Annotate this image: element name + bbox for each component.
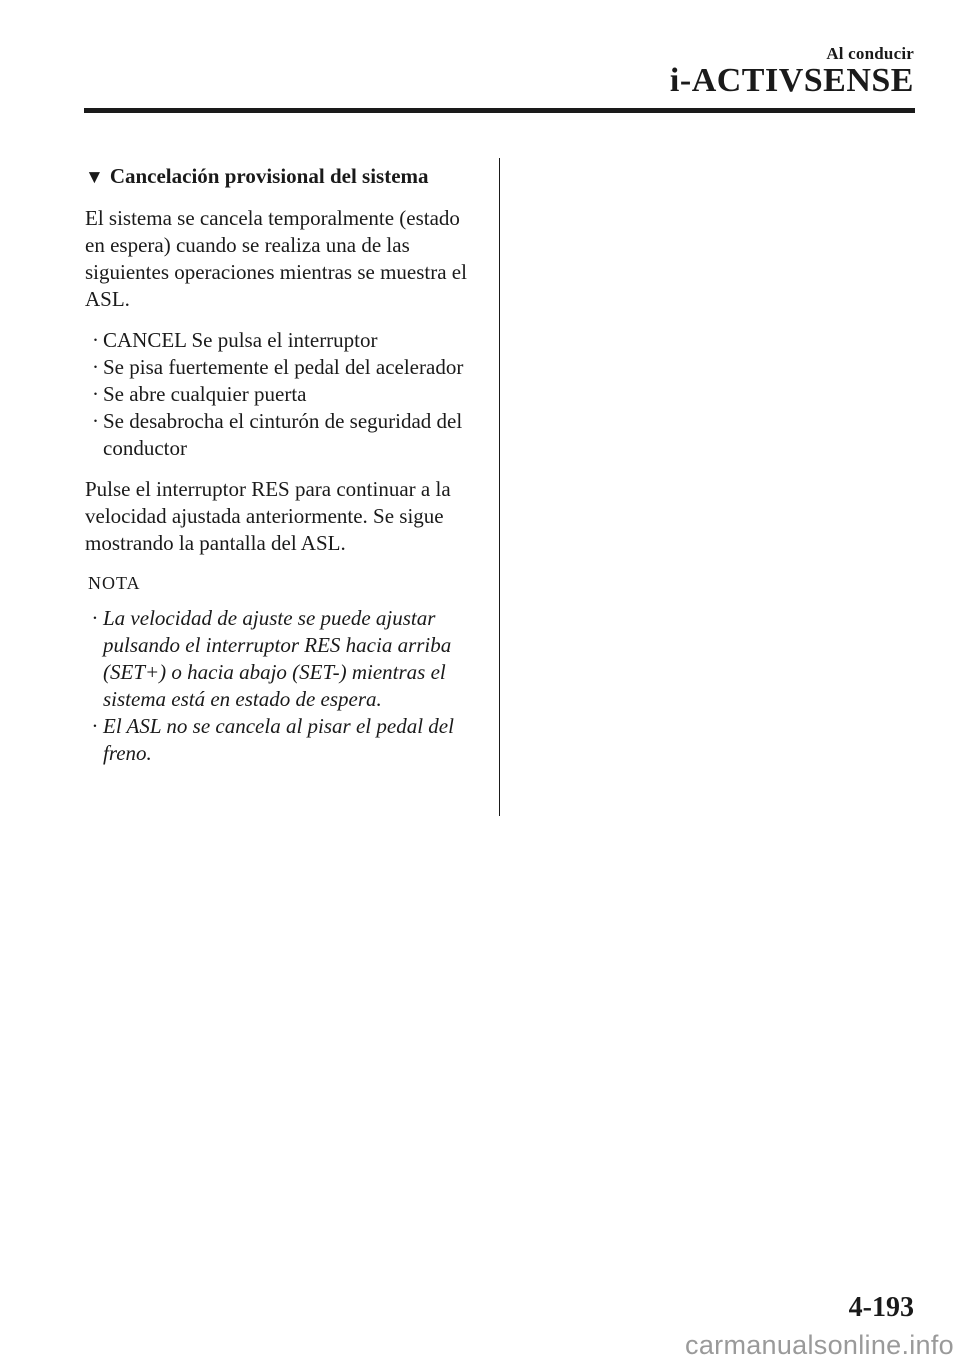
watermark-link[interactable]: carmanualsonline.info [685, 1330, 954, 1360]
list-item [85, 354, 477, 381]
bullet-dot-icon: · [92, 355, 99, 379]
list-item-text: CANCEL Se pulsa el interruptor [103, 328, 378, 352]
bullet-dot-icon: · [92, 382, 99, 406]
column-divider [499, 158, 500, 816]
list-item-text: Se abre cualquier puerta [103, 382, 307, 406]
list-item [85, 713, 477, 767]
header-rule [84, 108, 915, 113]
page-number: 4-193 [848, 1292, 914, 1323]
header-title: i-ACTIVSENSE [669, 62, 914, 99]
triangle-marker-icon: ▼ [85, 167, 104, 188]
list-item [85, 605, 477, 713]
section-heading [85, 162, 477, 192]
resume-paragraph: Pulse el interruptor RES para continuar a la velocidad ajustada anteriormente. Se sigue mostrando la pantalla del ASL. [85, 477, 451, 555]
bullet-dot-icon: · [92, 714, 98, 738]
notes-list [85, 605, 477, 767]
header-section-label: Al conducir [826, 44, 914, 63]
list-item-text: Se pisa fuertemente el pedal del acelerador [103, 355, 464, 379]
bullet-dot-icon: · [92, 328, 99, 352]
content-column [85, 162, 477, 781]
list-item [85, 327, 477, 354]
intro-paragraph: El sistema se cancela temporalmente (estado en espera) cuando se realiza una de las siguientes operaciones mientras se muestra el ASL. [85, 206, 467, 311]
bullet-dot-icon: · [92, 409, 99, 433]
conditions-list [85, 327, 477, 462]
section-heading-text: Cancelación provisional del sistema [109, 164, 429, 188]
note-label: NOTA [88, 573, 141, 593]
list-item-text: La velocidad de ajuste se puede ajustar pulsando el interruptor RES hacia arriba (SET+) o hacia abajo (SET-) mientras el sistema está en estado de espera. [103, 606, 452, 711]
list-item-text: El ASL no se cancela al pisar el pedal del freno. [103, 714, 454, 765]
list-item [85, 408, 477, 462]
list-item [85, 381, 477, 408]
bullet-dot-icon: · [92, 606, 98, 630]
list-item-text: Se desabrocha el cinturón de seguridad del conductor [103, 409, 463, 460]
